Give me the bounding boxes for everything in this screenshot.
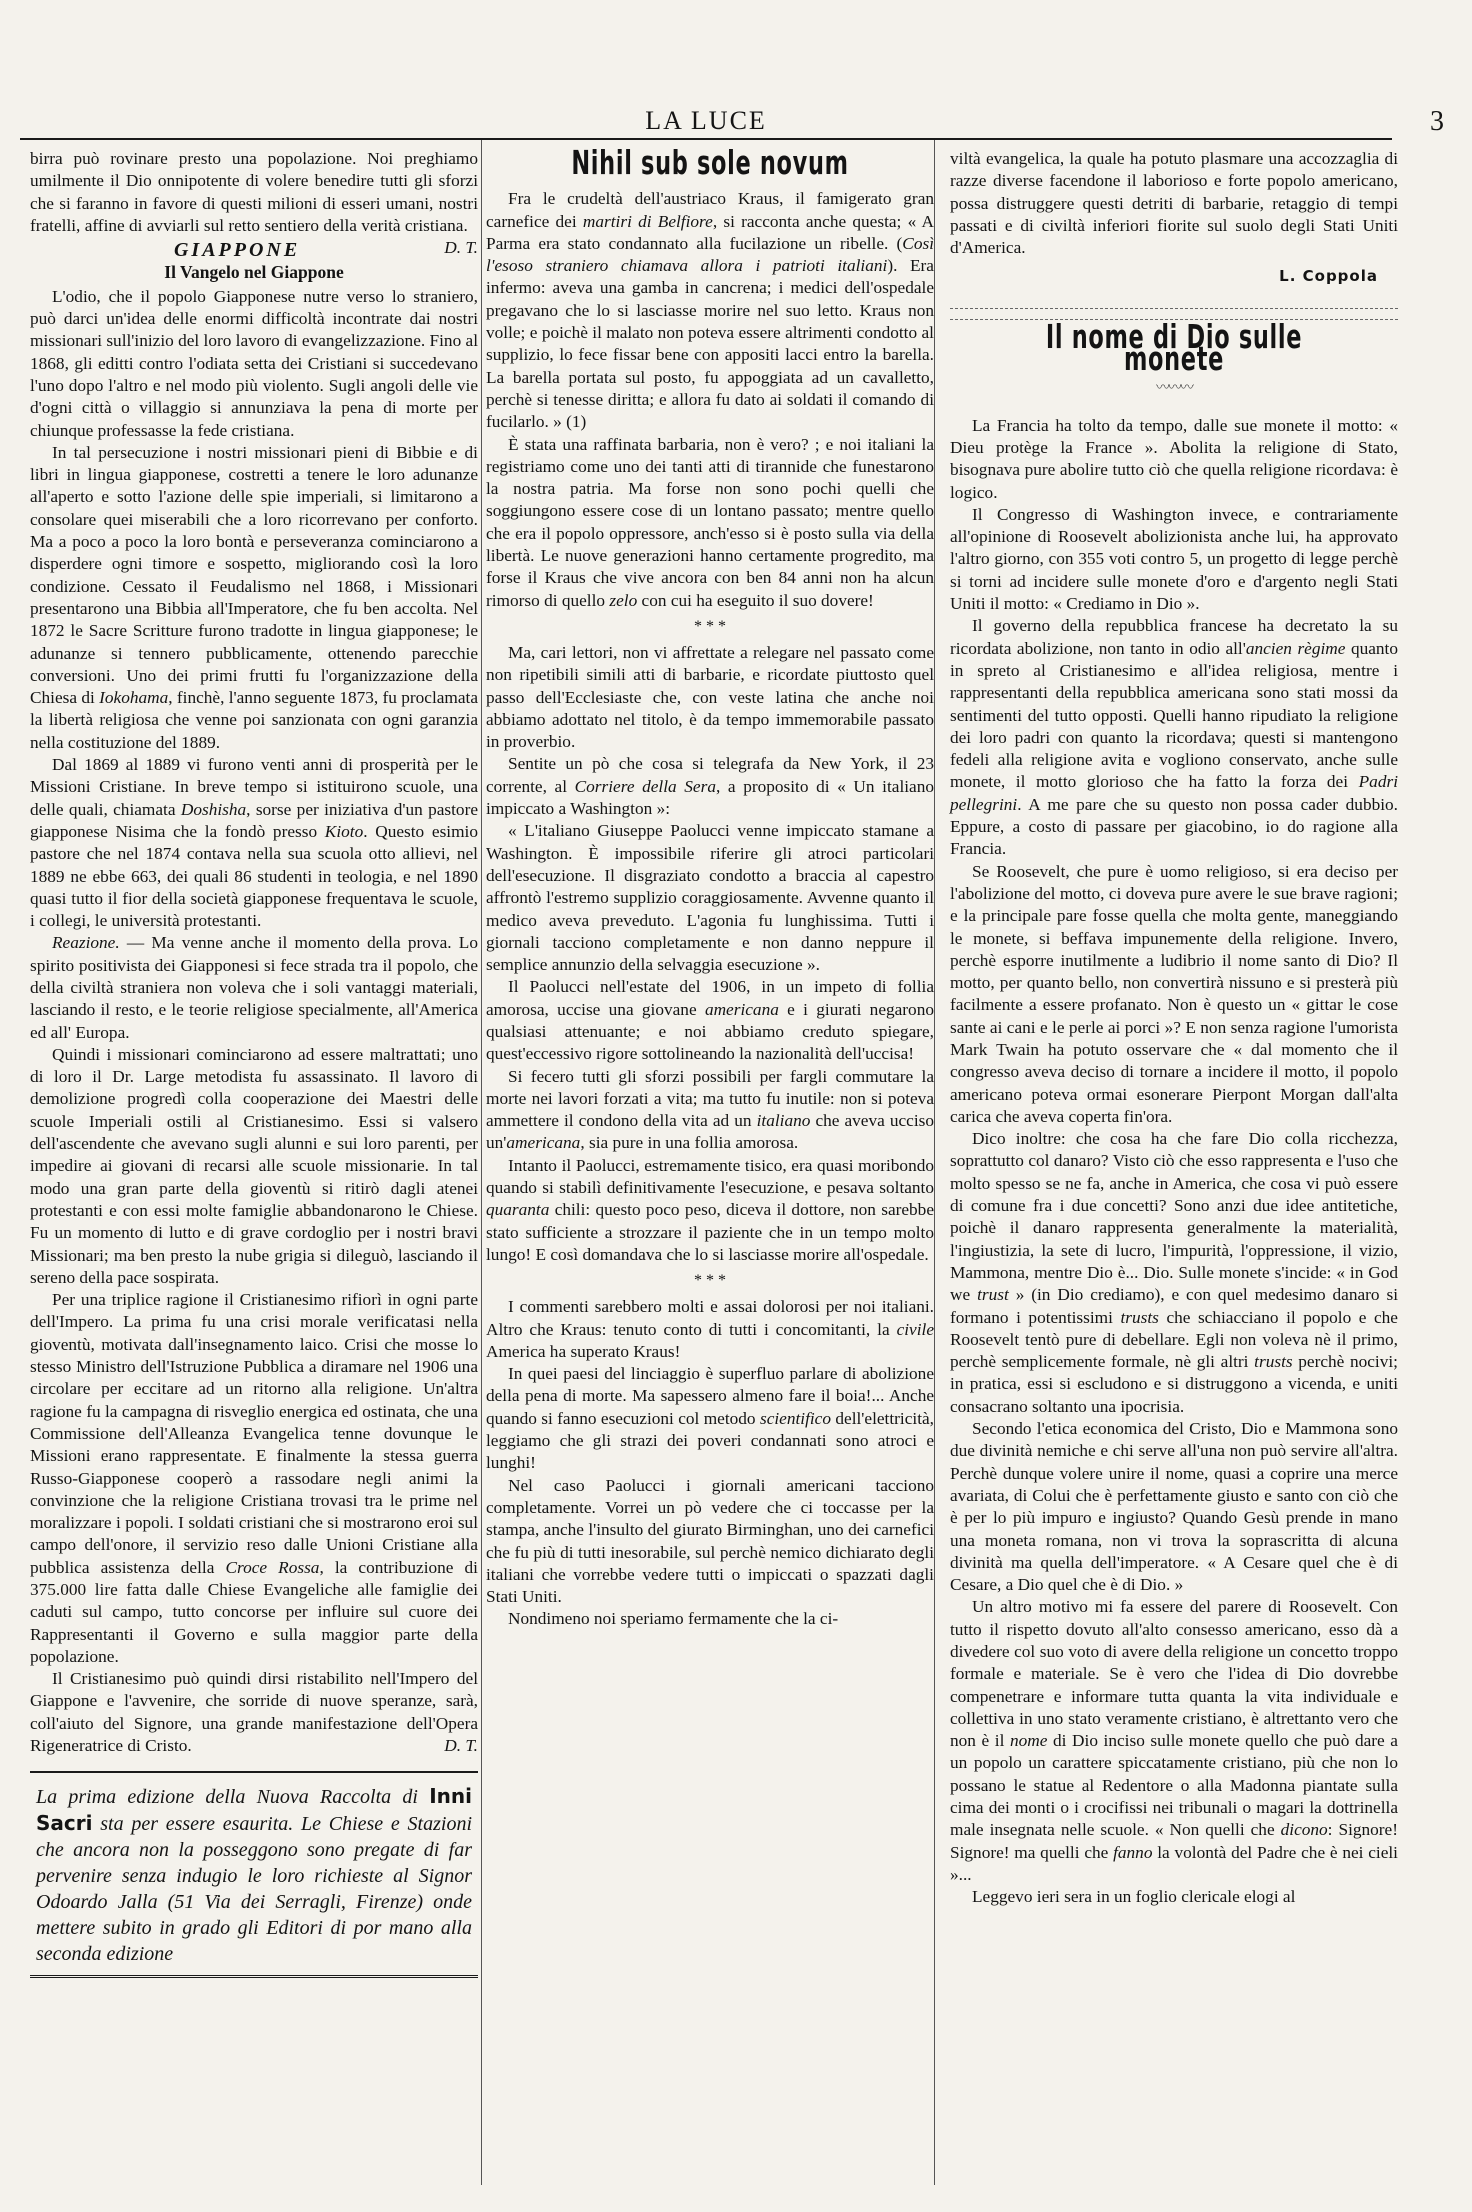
paragraph: Il Cristianesimo può quindi dirsi ristabilito nell'Impero del Giappone e l'avvenire, che sorride di nuove speranze, sarà, coll'aiuto del Signore, una grande manifestazione dell'Opera Rigeneratrice di Cristo. D. T. — [30, 1668, 478, 1757]
paragraph: Nondimeno noi speriamo fermamente che la ci- — [508, 1609, 839, 1629]
signature: D. T. — [444, 1736, 478, 1756]
author-signature: L. Coppola — [1279, 267, 1378, 286]
paragraph: Nel caso Paolucci i giornali americani tacciono completamente. Vorrei un pò vedere che ci toccasse per la stampa, anche l'insulto del giurato Birminghan, uno dei carnefici che fu più di tutti inesorabile, sul perchè nemico dichiarato degli italiani che vorrebbe vedere tutti o impiccati o spazzati dagli Stati Uniti. — [486, 1475, 934, 1607]
column-2 — [486, 143, 935, 1631]
section-subtitle: Il Vangelo nel Giappone — [164, 262, 344, 283]
section-title: GIAPPONE — [173, 239, 301, 262]
paragraph: Si fecero tutti gli sforzi possibili per fargli commutare la morte nei lavori forzati a vita; ma tutto fu inutile: non si poteva ammettere il condono della vita ad un italiano che aveva ucciso un'americana, sia pure in una follia amorosa. — [486, 1066, 935, 1153]
paragraph: Ma, cari lettori, non vi affrettate a relegare nel passato come non ripetibili simili atti di barbarie, e ricordate piuttosto quel passo dell'Ecclesiaste che, con veste latina che anche noi abbiamo adottato nel titolo, è da tempo immemorabile passato in proverbio. — [486, 642, 934, 752]
paragraph: Un altro motivo mi fa essere del parere di Roosevelt. Con tutto il rispetto dovuto all'alto consesso americano, esso dà a divedere col suo voto di avere della religione un concetto troppo formale e materiale. Se è vero che l'idea di Dio dovrebbe compenetrare e informare tutta quanta la vita individuale e collettiva in uno stato veramente cristiano, è altrettanto vero che non è il nome di Dio inciso sulle monete quello che può dare a un popolo un carattere spiccatamente cristiano, più che non lo possano le statue al Redentore o alla Madonna piantate sulla cima dei monti o i crocifissi nei tribunali o magari la dottrinella male insegnata nelle scuole. « Non quelli che dicono: Signore! Signore! ma quelli che fanno la volontà del Padre che è nei cieli »... — [950, 1597, 1398, 1884]
paragraph: In tal persecuzione i nostri missionari pieni di Bibbie e di libri in lingua giapponese, costretti a tenere le loro adunanze all'aperto e sotto l'azione delle spie imperiali, si limitarono a consolare quei miserabili che a loro ricorrevano per conforto. Ma a poco a poco la loro bontà e perseveranza cominciarono a disperdere ogni timore e sospetto, migliorando così la loro condizione. Cessato il Feudalismo nel 1868, i Missionari presentarono una Bibbia all'Imperatore, che fu ben accolta. Nel 1872 le Sacre Scritture furono tradotte in lingua giapponese; le adunanze si tennero pubblicamente, ottenendo parecchie conversioni. Uno dei primi frutti fu l'organizzazione della Chiesa di Iokohama, finchè, l'anno seguente 1873, fu proclamata la libertà religiosa che venne poi sanzionata con ogni garanzia nella costituzione del 1889. — [30, 442, 479, 752]
title-ornament: 〰〰〰 — [1156, 381, 1192, 397]
notice-bold: Inni Sacri — [36, 1784, 473, 1836]
page-number: 3 — [1430, 106, 1444, 137]
paragraph: Fra le crudeltà dell'austriaco Kraus, il famigerato gran carnefice dei martiri di Belfiore, si racconta anche questa; « A Parma era stato condannato alla fucilazione un ribelle. (Così l'esoso straniero chiamava allora i patrioti italiani). Era infermo: aveva una gamba in cancrena; i medici dell'ospedale pregavano che lo si lasciasse morire nel suo letto. Kraus non volle; e poichè il malato non poteva essere altrimenti condotto al supplizio, lo fece fissar bene con appositi lacci entro la barella. La barella portata sul posto, fu appoggiata ad un cavalletto, perchè si tenesse diritta; e allora fu dato ai soldati il comando di fucilarlo. » (1) — [486, 189, 934, 432]
column-rule — [934, 140, 935, 2185]
paragraph: birra può rovinare presto una popolazione. Noi preghiamo umilmente il Dio onnipotente di volere benedire tutti gli sforzi che si faranno in favore di questi milioni di esseri umani, nostri fratelli, affine di avviarli sul retto sentiero della verità cristiana. D. T. — [30, 148, 478, 237]
paragraph: « L'italiano Giuseppe Paolucci venne impiccato stamane a Washington. È impossibile riferire gli atroci particolari dell'esecuzione. Il disgraziato condotto a braccia al capestro affrontò l'estremo supplizio coraggiosamente. Avvenne quanto il medico aveva preveduto. L'agonia fu lunghissima. Tutti i giornali tacciono completamente e non danno neppure il semplice annunzio della selvaggia esecuzione ». — [486, 821, 934, 975]
paragraph: Dico inoltre: che cosa ha che fare Dio colla ricchezza, soprattutto col danaro? Visto ciò che esso rappresenta e l'uso che molto spesso se ne fa, anche in America, che cosa vi può essere di comune fra i due concetti? Sono anzi due idee antitetiche, poichè il danaro rappresenta generalmente la materialità, l'ingiustizia, la sete di lucro, l'impurità, l'oppressione, il vizio, Mammona, mentre Dio è... Dio. Sulle monete s'incide: « in God we trust » (in Dio crediamo), e con quel medesimo danaro si formano i potentissimi trusts che schiacciano il popolo e che Roosevelt tentò pure di debellare. Egli non voleva nè il primo, perchè semplicemente formale, nè gli altri trusts perchè nocivi; in pratica, essi si escludono e si distruggono a vicenda, e uniti consacrano soltanto una ipocrisia. — [950, 1129, 1398, 1416]
paragraph: Quindi i missionari cominciarono ad essere maltrattati; uno di loro il Dr. Large metodista fu assassinato. Il lavoro di demolizione progredì colla cooperazione dei Maestri delle scuole Imperiali ostili al Cristianesimo. Essi si valsero dell'ascendente che avevano sugli alunni e sui loro parenti, per impedire ai giovani di recarsi alle scuole missionarie. In tal modo una gran parte della gioventù si ritirò dagli atenei protestanti e con essi molte famiglie abbandonarono le Chiese. Fu un momento di lutto e di grave cordoglio per i nostri bravi Missionari; ma ben presto la nube grigia si dileguò, lasciando il sereno della pace sospirata. — [30, 1044, 478, 1287]
paragraph: La Francia ha tolto da tempo, dalle sue monete il motto: « Dieu protège la France ». Abolita la religione di Stato, bisognava pure abolire tutto ciò che quella religione ricordava: è logico. — [950, 415, 1398, 502]
paragraph: È stata una raffinata barbaria, non è vero? ; e noi italiani la registriamo come uno dei tanti atti di tirannide che funestarono la nostra patria. Ma forse non sono pochi quelli che soggiungono essere cose di un lontano passato; mentre quello che era il popolo oppressore, anch'esso si è posto sulla via della libertà. Le nuove generazioni hanno certamente progredito, ma forse il Kraus che vive ancora con ben 84 anni non ha alcun rimorso di quello zelo con cui ha eseguito il suo dovere! — [486, 434, 934, 610]
section-break: * * * — [694, 617, 726, 635]
paragraph: Il governo della repubblica francese ha decretato la su ricordata abolizione, non tanto in odio all'ancien règime quanto in spreto al Cristianesimo e all'idea religiosa, mentre i rappresentanti della repubblica americana sono stati mossi da sentimenti del tutto opposti. Quelli hanno ripudiato la religione dei loro padri con quanto la ricordava; questi si mantengono fedeli alla religione avita e vogliono conservato, anche sulle monete, il motto glorioso che ha fatto la forza dei Padri pellegrini. A me pare che su questo non possa cader dubbio. Eppure, a costo di passare per giacobino, io do ragione alla Francia. — [950, 616, 1399, 859]
paragraph: L'odio, che il popolo Giapponese nutre verso lo straniero, può darci un'idea delle enormi difficoltà incontrate dai nostri missionari sull'inizio del loro lavoro di evangelizzazione. Fino al 1868, gli editti contro l'odiata setta dei Cristiani si succedevano l'uno dopo l'altro e nel modo più violento. Sugli angoli delle vie d'ogni città o villaggio si annunziava la pena di morte per chiunque professasse la fede cristiana. — [30, 286, 478, 440]
column-rule — [481, 140, 482, 2185]
paragraph: Dal 1869 al 1889 vi furono venti anni di prosperità per le Missioni Cristiane. In breve tempo si istituirono scuole, una delle quali, chiamata Doshisha, sorse per iniziativa d'un pastore giapponese Nisima che la fondò presso Kioto. Questo esimio pastore che nel 1874 contava nella sua scuola otto allievi, nel 1889 ne ebbe 663, dei quali 86 studenti in teologia, e nel 1890 quasi tutto il fior della società giapponese frequentava le scuole, i collegi, le università protestanti. — [30, 755, 478, 931]
paragraph: Reazione. — Ma venne anche il momento della prova. Lo spirito positivista dei Giapponesi si fece strada tra il popolo, che della civiltà straniera non voleva che i soli vantaggi materiali, lasciando il resto, e le teorie religiose specialmente, all'America ed all' Europa. — [30, 933, 478, 1042]
page-header — [20, 104, 1444, 140]
paragraph: Il Paolucci nell'estate del 1906, in un impeto di follia amorosa, uccise una giovane americana e i giurati negarono qualsiasi attenuante; e noi abbiamo creduto spiegare, quest'eccessivo rigore sottolineando la nazionalità dell'uccisa! — [486, 977, 934, 1064]
paragraph: Se Roosevelt, che pure è uomo religioso, si era deciso per l'abolizione del motto, ci doveva pure avere le sue brave ragioni; e la principale pare fosse quella che molta gente, maneggiando le monete, si beffava impunemente della religione. Invero, perchè esporre inutilmente a ludibrio il nome santo di Dio? Il motto, per quanto bello, non convertirà nissuno e si presterà più facilmente a essere profanato. Non è questo un « gittar le cose sante ai cani e le perle ai porci »? E non senza ragione l'umorista Mark Twain ha potuto osservare che « dal momento che il congresso aveva deciso di tornare a incidere il motto, il popolo americano poteva ormai esonerare Pierpont Morgan dall'alta carica che aveva coperta fin'ora. — [950, 861, 1398, 1126]
column-3 — [950, 148, 1398, 1909]
section-break: * * * — [694, 1272, 726, 1290]
paragraph: In quei paesi del linciaggio è superfluo parlare di abolizione della pena di morte. Ma sapessero almeno fare il boia!... Anche quando si fanno esecuzioni col metodo scientifico dell'elettricità, leggiamo che gli strazi dei poveri condannati sono atroci e lunghi! — [486, 1364, 934, 1473]
paragraph: Leggevo ieri sera in un foglio clericale elogi al — [972, 1887, 1296, 1907]
paragraph: I commenti sarebbero molti e assai dolorosi per noi italiani. Altro che Kraus: tenuto conto di tutti i concomitanti, la civile America ha superato Kraus! — [486, 1297, 934, 1361]
paragraph: Intanto il Paolucci, estremamente tisico, era quasi moribondo quando si stabilì definitivamente l'esecuzione, e pesava soltanto quaranta chili: questo poco peso, diceva il dottore, non sarebbe stato sufficiente a strozzare il paziente che in un tempo molto lungo! E così domandava che lo si lasciasse morire all'ospedale. — [486, 1155, 934, 1264]
column-1 — [30, 148, 478, 1978]
article-title: Il nome di Dio sulle monete — [1045, 316, 1303, 379]
paragraph: Per una triplice ragione il Cristianesimo rifiorì in ogni parte dell'Impero. La prima fu una crisi morale verificatasi nella gioventù, motivata dall'insegnamento laico. Crisi che mosse lo stesso Ministro dell'Istruzione Pubblica a diramare nel 1906 una circolare per eccitare ad un ritorno alla religione. Un'altra ragione fu la campagna di risveglio energica ed ostinata, che una Commissione dell'Alleanza Evangelica tenne dovunque le Missioni erano rappresentate. E finalmente la stessa guerra Russo-Giapponese cooperò a rassodare negli animi la convinzione che la religione Cristiana trovasi tra le prime nel moralizzare i popoli. I soldati cristiani che si mostrarono eroi sul campo dell'onore, il servizio reso dalle Unioni Cristiane alla pubblica assistenza della Croce Rossa, la contribuzione di 375.000 lire fatta dalle Chiese Evangeliche alle famiglie dei caduti sul campo, tutto concorse per influire sul cuore dei Rappresentanti il Governo e sulla maggior parte della popolazione. — [30, 1290, 478, 1666]
signature: D. T. — [444, 238, 478, 258]
masthead-title: LA LUCE — [645, 106, 767, 135]
paragraph: Secondo l'etica economica del Cristo, Dio e Mammona sono due divinità nemiche e chi serve all'una non può servire all'altra. Perchè dunque volere unire il nome, quasi a coprire una merce avariata, di Colui che è perfettamente giusto e santo con ciò che è per lo più impuro e ingiusto? Quando Gesù prende in mano una moneta romana, non vi trova la soprascritta di alcuna divinità ma quella dell'imperatore. « A Cesare quel che è di Cesare, a Dio quel che è di Dio. » — [950, 1419, 1398, 1595]
paragraph: Il Congresso di Washington invece, e contrariamente all'opinione di Roosevelt abolizionista anche lui, ha approvato l'altro giorno, con 355 voti contro 5, un progetto di legge perchè si torni ad incidere sulle monete d'oro e d'argento negli Stati Uniti il motto: « Crediamo in Dio ». — [950, 504, 1398, 614]
notice-box: La prima edizione della Nuova Raccolta di Inni Sacri sta per essere esaurita. Le Chiese e Stazioni che ancora non la posseggono sono pregate di far pervenire senza indugio le loro richieste al Signor Odoardo Jalla (51 Via dei Serragli, Firenze) onde mettere subito in grado gli Editori di por mano alla seconda edizione — [30, 1771, 478, 1978]
article-title: Nihil sub sole novum — [571, 143, 849, 182]
paragraph: viltà evangelica, la quale ha potuto plasmare una accozzaglia di razze diverse facendone il laborioso e forte popolo americano, possa distruggere questi detriti di barbarie, retaggio di tempi passati e di civiltà inferiori fiorite sul suolo degli Stati Uniti d'America. — [950, 149, 1398, 258]
paragraph: Sentite un pò che cosa si telegrafa da New York, il 23 corrente, al Corriere della Sera, a proposito di « Un italiano impiccato a Washington »: — [486, 754, 934, 819]
